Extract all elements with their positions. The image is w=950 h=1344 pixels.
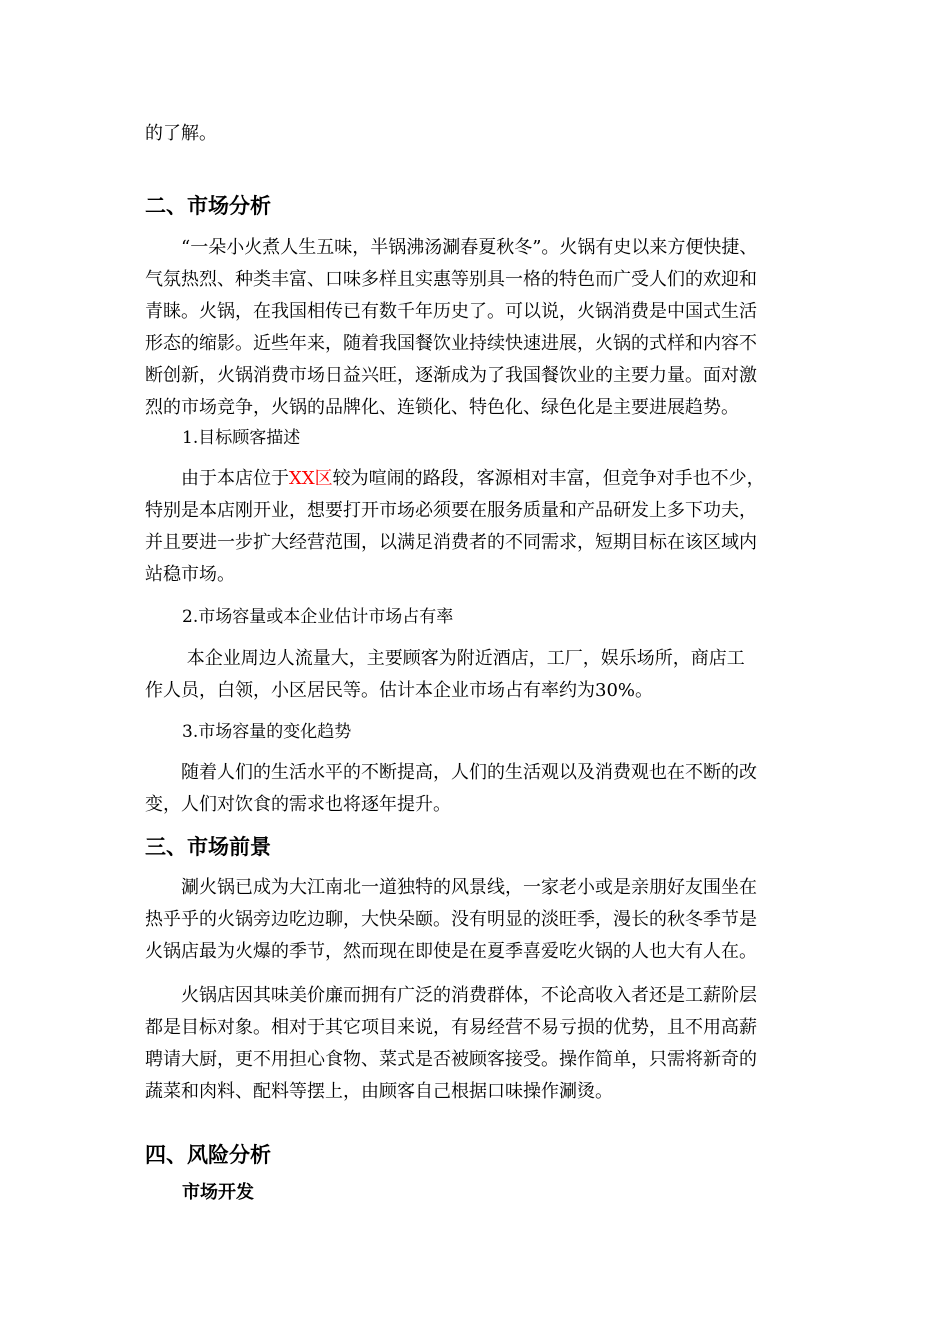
paragraph-line: 本企业周边人流量大，主要顾客为附近酒店，工厂，娱乐场所，商店工	[145, 648, 745, 669]
market-share-paragraph	[145, 643, 815, 707]
section-heading-market-prospect: 三、市场前景	[145, 835, 271, 859]
paragraph-line: 站稳市场。	[145, 564, 235, 585]
trend-paragraph	[145, 757, 815, 821]
paragraph-line: 烈的市场竞争，火锅的品牌化、连锁化、特色化、绿色化是主要进展趋势。	[145, 397, 739, 418]
paragraph-line: 火锅店因其味美价廉而拥有广泛的消费群体，不论高收入者还是工薪阶层	[145, 985, 757, 1006]
item-title-market-share: 2.市场容量或本企业估计市场占有率	[182, 607, 454, 627]
paragraph-line: 气氛热烈、种类丰富、口味多样且实惠等别具一格的特色而广受人们的欢迎和	[145, 269, 757, 290]
line-text: 由于本店位于	[145, 468, 289, 489]
target-customers-paragraph	[145, 463, 815, 591]
item-title-trend: 3.市场容量的变化趋势	[182, 722, 352, 742]
paragraph-line: 聘请大厨，更不用担心食物、菜式是否被顾客接受。操作简单，只需将新奇的	[145, 1049, 757, 1070]
item-title-target-customers: 1.目标顾客描述	[182, 428, 301, 448]
paragraph-line: 蔬菜和肉料、配料等摆上，由顾客自己根据口味操作涮烫。	[145, 1081, 613, 1102]
market-prospect-paragraph-1	[145, 872, 815, 968]
paragraph-line: 都是目标对象。相对于其它项目来说，有易经营不易亏损的优势，且不用高薪	[145, 1017, 757, 1038]
paragraph-line: 随着人们的生活水平的不断提高，人们的生活观以及消费观也在不断的改	[145, 762, 757, 783]
market-prospect-paragraph-2	[145, 980, 815, 1108]
market-analysis-paragraph	[145, 232, 815, 424]
section-heading-risk-analysis: 四、风险分析	[145, 1143, 271, 1167]
paragraph-line	[145, 463, 815, 495]
paragraph-line: 青睐。火锅，在我国相传已有数千年历史了。可以说，火锅消费是中国式生活	[145, 301, 757, 322]
line-text: 较为喧闹的路段，客源相对丰富，但竞争对手也不少，	[332, 468, 765, 489]
paragraph-line: 变，人们对饮食的需求也将逐年提升。	[145, 794, 451, 815]
intro-tail-paragraph	[145, 118, 815, 150]
paragraph-line: 热乎乎的火锅旁边吃边聊，大快朵颐。没有明显的淡旺季，漫长的秋冬季节是	[145, 909, 757, 930]
paragraph-line: 作人员，白领，小区居民等。估计本企业市场占有率约为30%。	[145, 680, 654, 701]
paragraph-line: 并且要进一步扩大经营范围，以满足消费者的不同需求，短期目标在该区域内	[145, 532, 757, 553]
paragraph-line: 形态的缩影。近些年来，随着我国餐饮业持续快速进展，火锅的式样和内容不	[145, 333, 757, 354]
section-heading-market-analysis: 二、市场分析	[145, 194, 271, 218]
paragraph-line: “一朵小火煮人生五味，半锅沸汤涮春夏秋冬”。火锅有史以来方便快捷、	[145, 237, 758, 258]
paragraph-line: 断创新，火锅消费市场日益兴旺，逐渐成为了我国餐饮业的主要力量。面对激	[145, 365, 757, 386]
paragraph-line: 火锅店最为火爆的季节，然而现在即使是在夏季喜爱吃火锅的人也大有人在。	[145, 941, 757, 962]
paragraph-line: 的了解。	[145, 123, 217, 144]
paragraph-line: 涮火锅已成为大江南北一道独特的风景线，一家老小或是亲朋好友围坐在	[145, 877, 757, 898]
paragraph-line: 特别是本店刚开业，想要打开市场必须要在服务质量和产品研发上多下功夫，	[145, 500, 757, 521]
highlighted-district: XX区	[289, 468, 333, 489]
subheading-market-development: 市场开发	[182, 1182, 254, 1203]
